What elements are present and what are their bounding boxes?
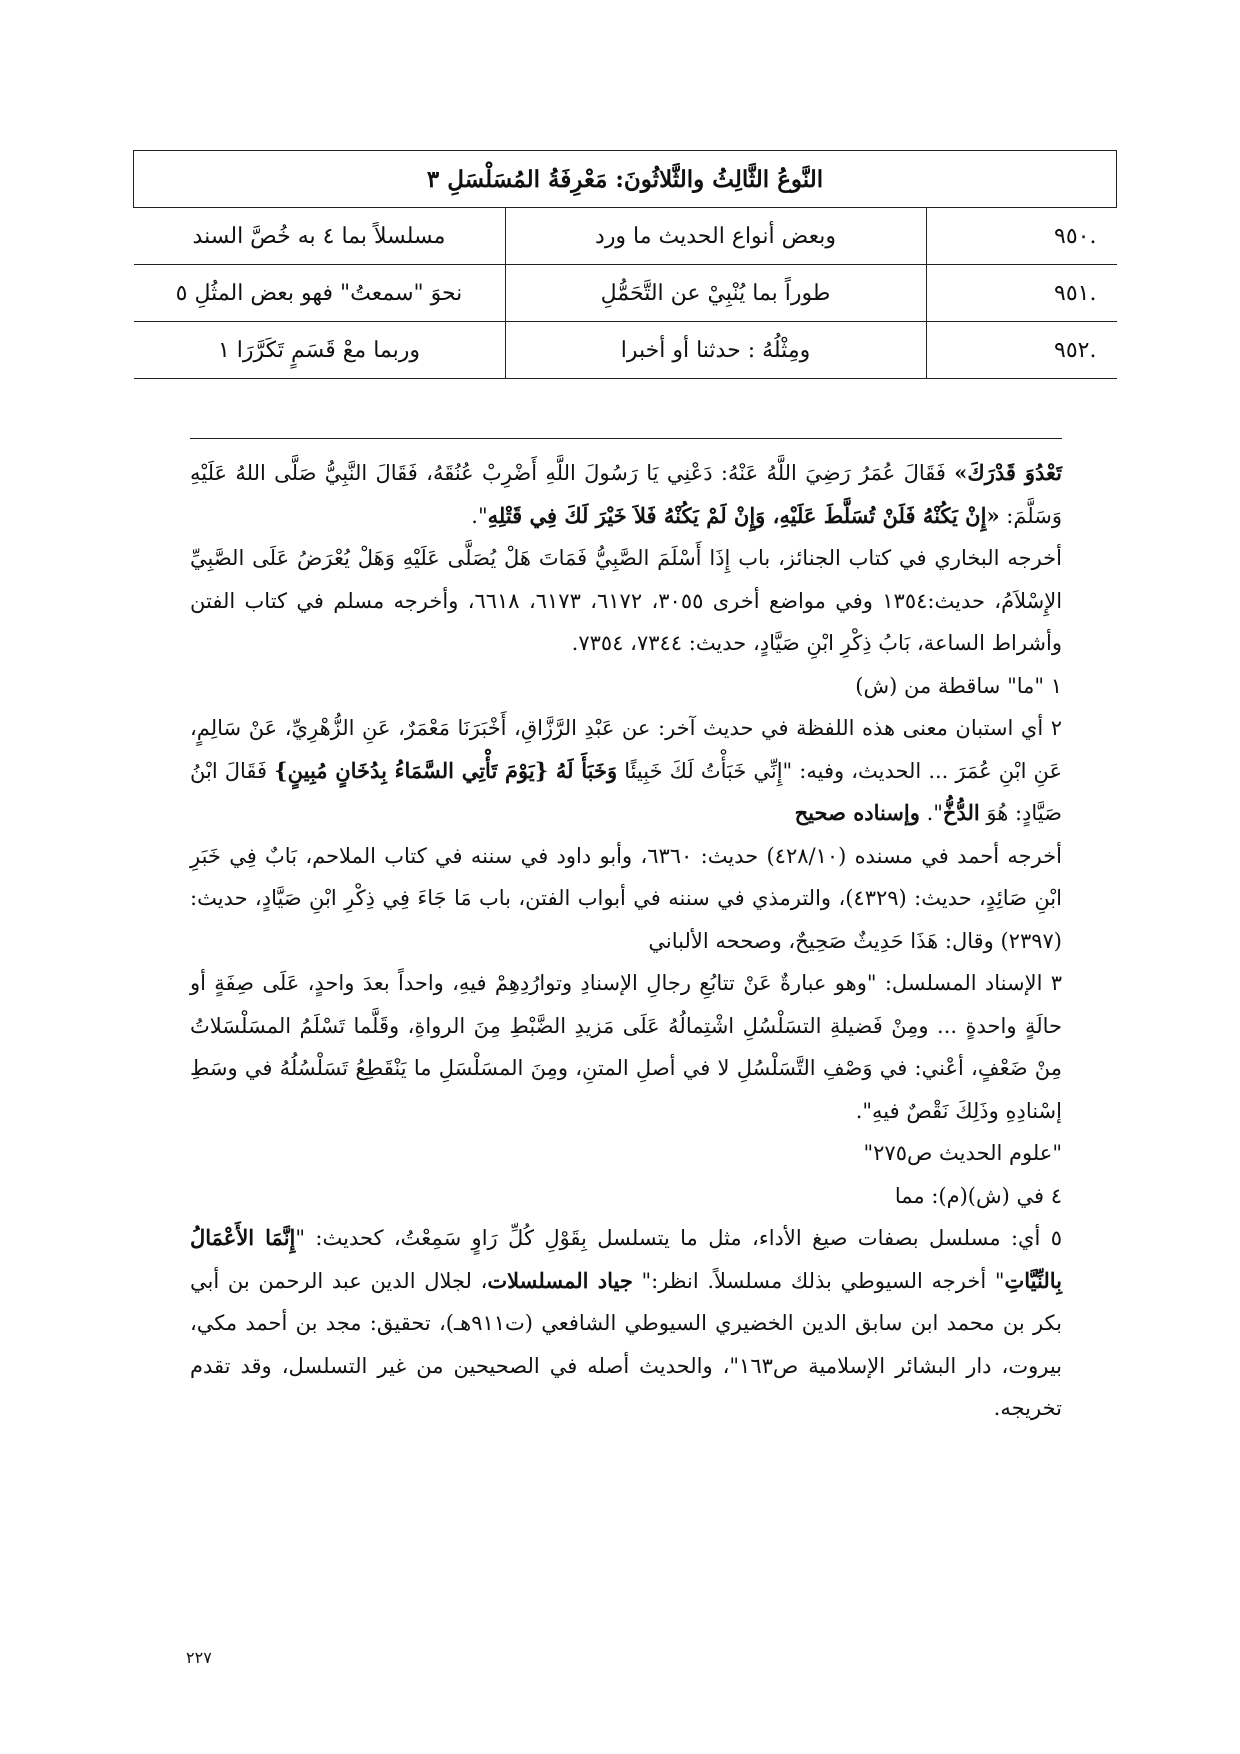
page-number: ٢٢٧ [186, 1648, 212, 1667]
text: ٥ أي: مسلسل بصفات صيغ الأداء، مثل ما يتسلسل بِقَوْلِ كُلِّ رَاوٍ سَمِعْتُ، كحديث: " [295, 1226, 1062, 1250]
verse-first-hemistich: وبعض أنواع الحديث ما ورد [505, 208, 926, 265]
verse-number: .٩٥٠ [926, 208, 1117, 265]
footnote-1: ١ "ما" ساقطة من (ش) [855, 673, 1062, 698]
bold-text: وَخَبَأَ لَهُ {يَوْمَ تَأْتِي السَّمَاءُ بِدُخَانٍ مُبِينٍ} [274, 757, 618, 783]
table-heading-row [134, 151, 1117, 208]
verse-table [133, 150, 1117, 379]
text: فَقَالَ ابْنُ صَيَّادٍ: هُوَ [190, 758, 1062, 825]
text: فَقَالَ عُمَرُ رَضِيَ اللَّهُ عَنْهُ: دَعْنِي يَا رَسُولَ اللَّهِ أَضْرِبْ عُنُقَهُ، فَقَالَ النَّبِيُّ صَلَّى اللهُ عَلَيْهِ وَسَلَّمَ: [190, 461, 1062, 528]
text: ٢ أي استبان معنى هذه اللفظة في حديث آخر: عن عَبْدِ الرَّزَّاقِ، أَخْبَرَنَا مَعْمَرٌ، عَنِ الزُّهْرِيِّ، عَنْ سَالِمٍ، عَنِ ابْنِ عُمَرَ ... الحديث، وفيه: "إِنِّي خَبَأْتُ لَكَ خَبِيئًا [190, 716, 1062, 783]
bold-text: جياد المسلسلات [487, 1267, 633, 1293]
bold-text: إِنَّمَا الأَعْمَالُ بِالنِّيَّاتِ [190, 1225, 1062, 1293]
footnote-3: ٣ الإسناد المسلسل: "وهو عبارةٌ عَنْ تتابُعِ رجالِ الإسنادِ وتوارُدِهِمْ فيهِ، واحداً بعدَ واحدٍ، عَلَى صِفَةٍ أو حالَةٍ واحدةٍ ... ومِنْ فَضيلةِ التسَلْسُلِ اشْتِمالُهُ عَلَى مَزيدِ الضَّبْطِ مِنَ الرواةِ، وقَلَّما تَسْلَمُ المسَلْسَلاتُ مِنْ ضَعْفٍ، أعْني: في وَصْفِ التَّسَلْسُلِ لا في أصلِ المتنِ، ومِنَ المسَلْسَلِ ما يَنْقَطِعُ تَسَلْسُلُهُ في وسَطِ إسْنادِهِ وذَلِكَ نَقْصٌ فيهِ". [190, 971, 1062, 1123]
verse-second-hemistich: وربما معْ قَسَمٍ تَكَرَّرَا ١ [134, 322, 506, 379]
text: ". [919, 801, 943, 825]
verse-number: .٩٥١ [926, 265, 1117, 322]
bold-text: تَعْدُوَ قَدْرَكَ» [954, 460, 1063, 485]
bold-text: الدُّخُّ [942, 800, 980, 825]
reference-line: "علوم الحديث ص٢٧٥" [863, 1141, 1062, 1165]
hadith-continuation [190, 452, 1062, 537]
footnote-5 [190, 1217, 1062, 1430]
footnote-separator [190, 438, 1062, 439]
footnotes [190, 452, 1062, 1430]
verse-row [134, 265, 1117, 322]
takhrij-paragraph: أخرجه أحمد في مسنده (٤٢٨/١٠) حديث: ٦٣٦٠، وأبو داود في سننه في كتاب الملاحم، بَابٌ فِي خَبَرِ ابْنِ صَائِدٍ، حديث: (٤٣٢٩)، والترمذي في سننه في أبواب الفتن، باب مَا جَاءَ فِي ذِكْرِ ابْنِ صَيَّادٍ، حديث: (٢٣٩٧) وقال: هَذَا حَدِيثٌ صَحِيحٌ، وصححه الألباني [190, 843, 1063, 953]
verse-second-hemistich: نحوَ "سمعتُ" فهو بعض المثُلِ ٥ [134, 265, 506, 322]
bold-text: وإسناده صحيح [794, 800, 920, 825]
footnote-4: ٤ في (ش)(م): مما [894, 1183, 1062, 1208]
verse-row [134, 322, 1117, 379]
verse-row [134, 208, 1117, 265]
footnote-2 [190, 707, 1062, 835]
verse-number: .٩٥٢ [926, 322, 1117, 379]
bold-text: «إِنْ يَكُنْهُ فَلَنْ تُسَلَّطَ عَلَيْهِ، وَإِنْ لَمْ يَكُنْهُ فَلاَ خَيْرَ لَكَ فِي قَتْلِهِ [487, 502, 1000, 528]
verse-first-hemistich: طوراً بما يُنْبِيْ عن التَّحَمُّلِ [505, 265, 926, 322]
text: ، لجلال الدين عبد الرحمن بن أبي بكر بن محمد ابن سابق الدين الخضيري السيوطي الشافعي (ت٩١١هـ)، تحقيق: مجد بن أحمد مكي، بيروت، دار البشائر الإسلامية ص١٦٣"، والحديث أصله في الصحيحين من غير التسلسل، وقد تقدم تخريجه. [190, 1268, 1062, 1420]
section-heading: النَّوعُ الثَّالِثُ والثَّلاثُونَ: مَعْرِفَةُ المُسَلْسَلِ ٣ [134, 151, 1117, 208]
verse-first-hemistich: ومِثْلُهُ : حدثنا أو أخبرا [505, 322, 926, 379]
text: ". [471, 503, 488, 528]
text: " أخرجه السيوطي بذلك مسلسلاً. انظر:" [632, 1268, 1005, 1293]
takhrij-paragraph: أخرجه البخاري في كتاب الجنائز، باب إِذَا أَسْلَمَ الصَّبِيُّ فَمَاتَ هَلْ يُصَلَّى عَلَيْهِ وَهَلْ يُعْرَضُ عَلَى الصَّبِيِّ الإِسْلاَمُ، حديث:١٣٥٤ وفي مواضع أخرى ٣٠٥٥، ٦١٧٢، ٦١٧٣، ٦٦١٨، وأخرجه مسلم في كتاب الفتن وأشراط الساعة، بَابُ ذِكْرِ ابْنِ صَيَّادٍ، حديث: ٧٣٤٤، ٧٣٥٤. [190, 546, 1063, 655]
verse-second-hemistich: مسلسلاً بما ٤ به خُصَّ السند [134, 208, 506, 265]
